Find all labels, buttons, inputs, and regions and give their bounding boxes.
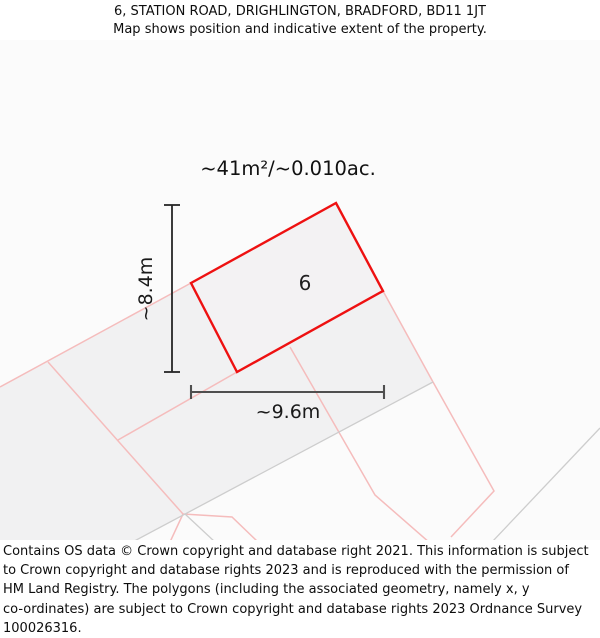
copyright-line: to Crown copyright and database rights 2023 and is reproduced with the permission of [3,563,569,579]
area-label: ~41m²/~0.010ac. [200,157,376,180]
map-subtitle: Map shows position and indicative extent of the property. [113,22,487,37]
copyright-line: co-ordinates) are subject to Crown copyright and database rights 2023 Ordnance Survey [3,601,583,617]
property-map [0,40,600,540]
plot-number-label: 6 [298,271,312,295]
map-canvas [0,40,600,540]
copyright-line: Contains OS data © Crown copyright and database right 2021. This information is subject [3,544,589,559]
width-dimension-label: ~9.6m [255,401,321,423]
height-dimension-label: ~8.4m [135,256,157,322]
map-title-block [0,0,600,40]
copyright-line: HM Land Registry. The polygons (including the associated geometry, namely x, y [3,582,530,598]
copyright-line: 100026316. [3,620,82,636]
copyright-notice [0,540,600,636]
property-address-title: 6, STATION ROAD, DRIGHLINGTON, BRADFORD, BD11 1JT [114,4,486,19]
